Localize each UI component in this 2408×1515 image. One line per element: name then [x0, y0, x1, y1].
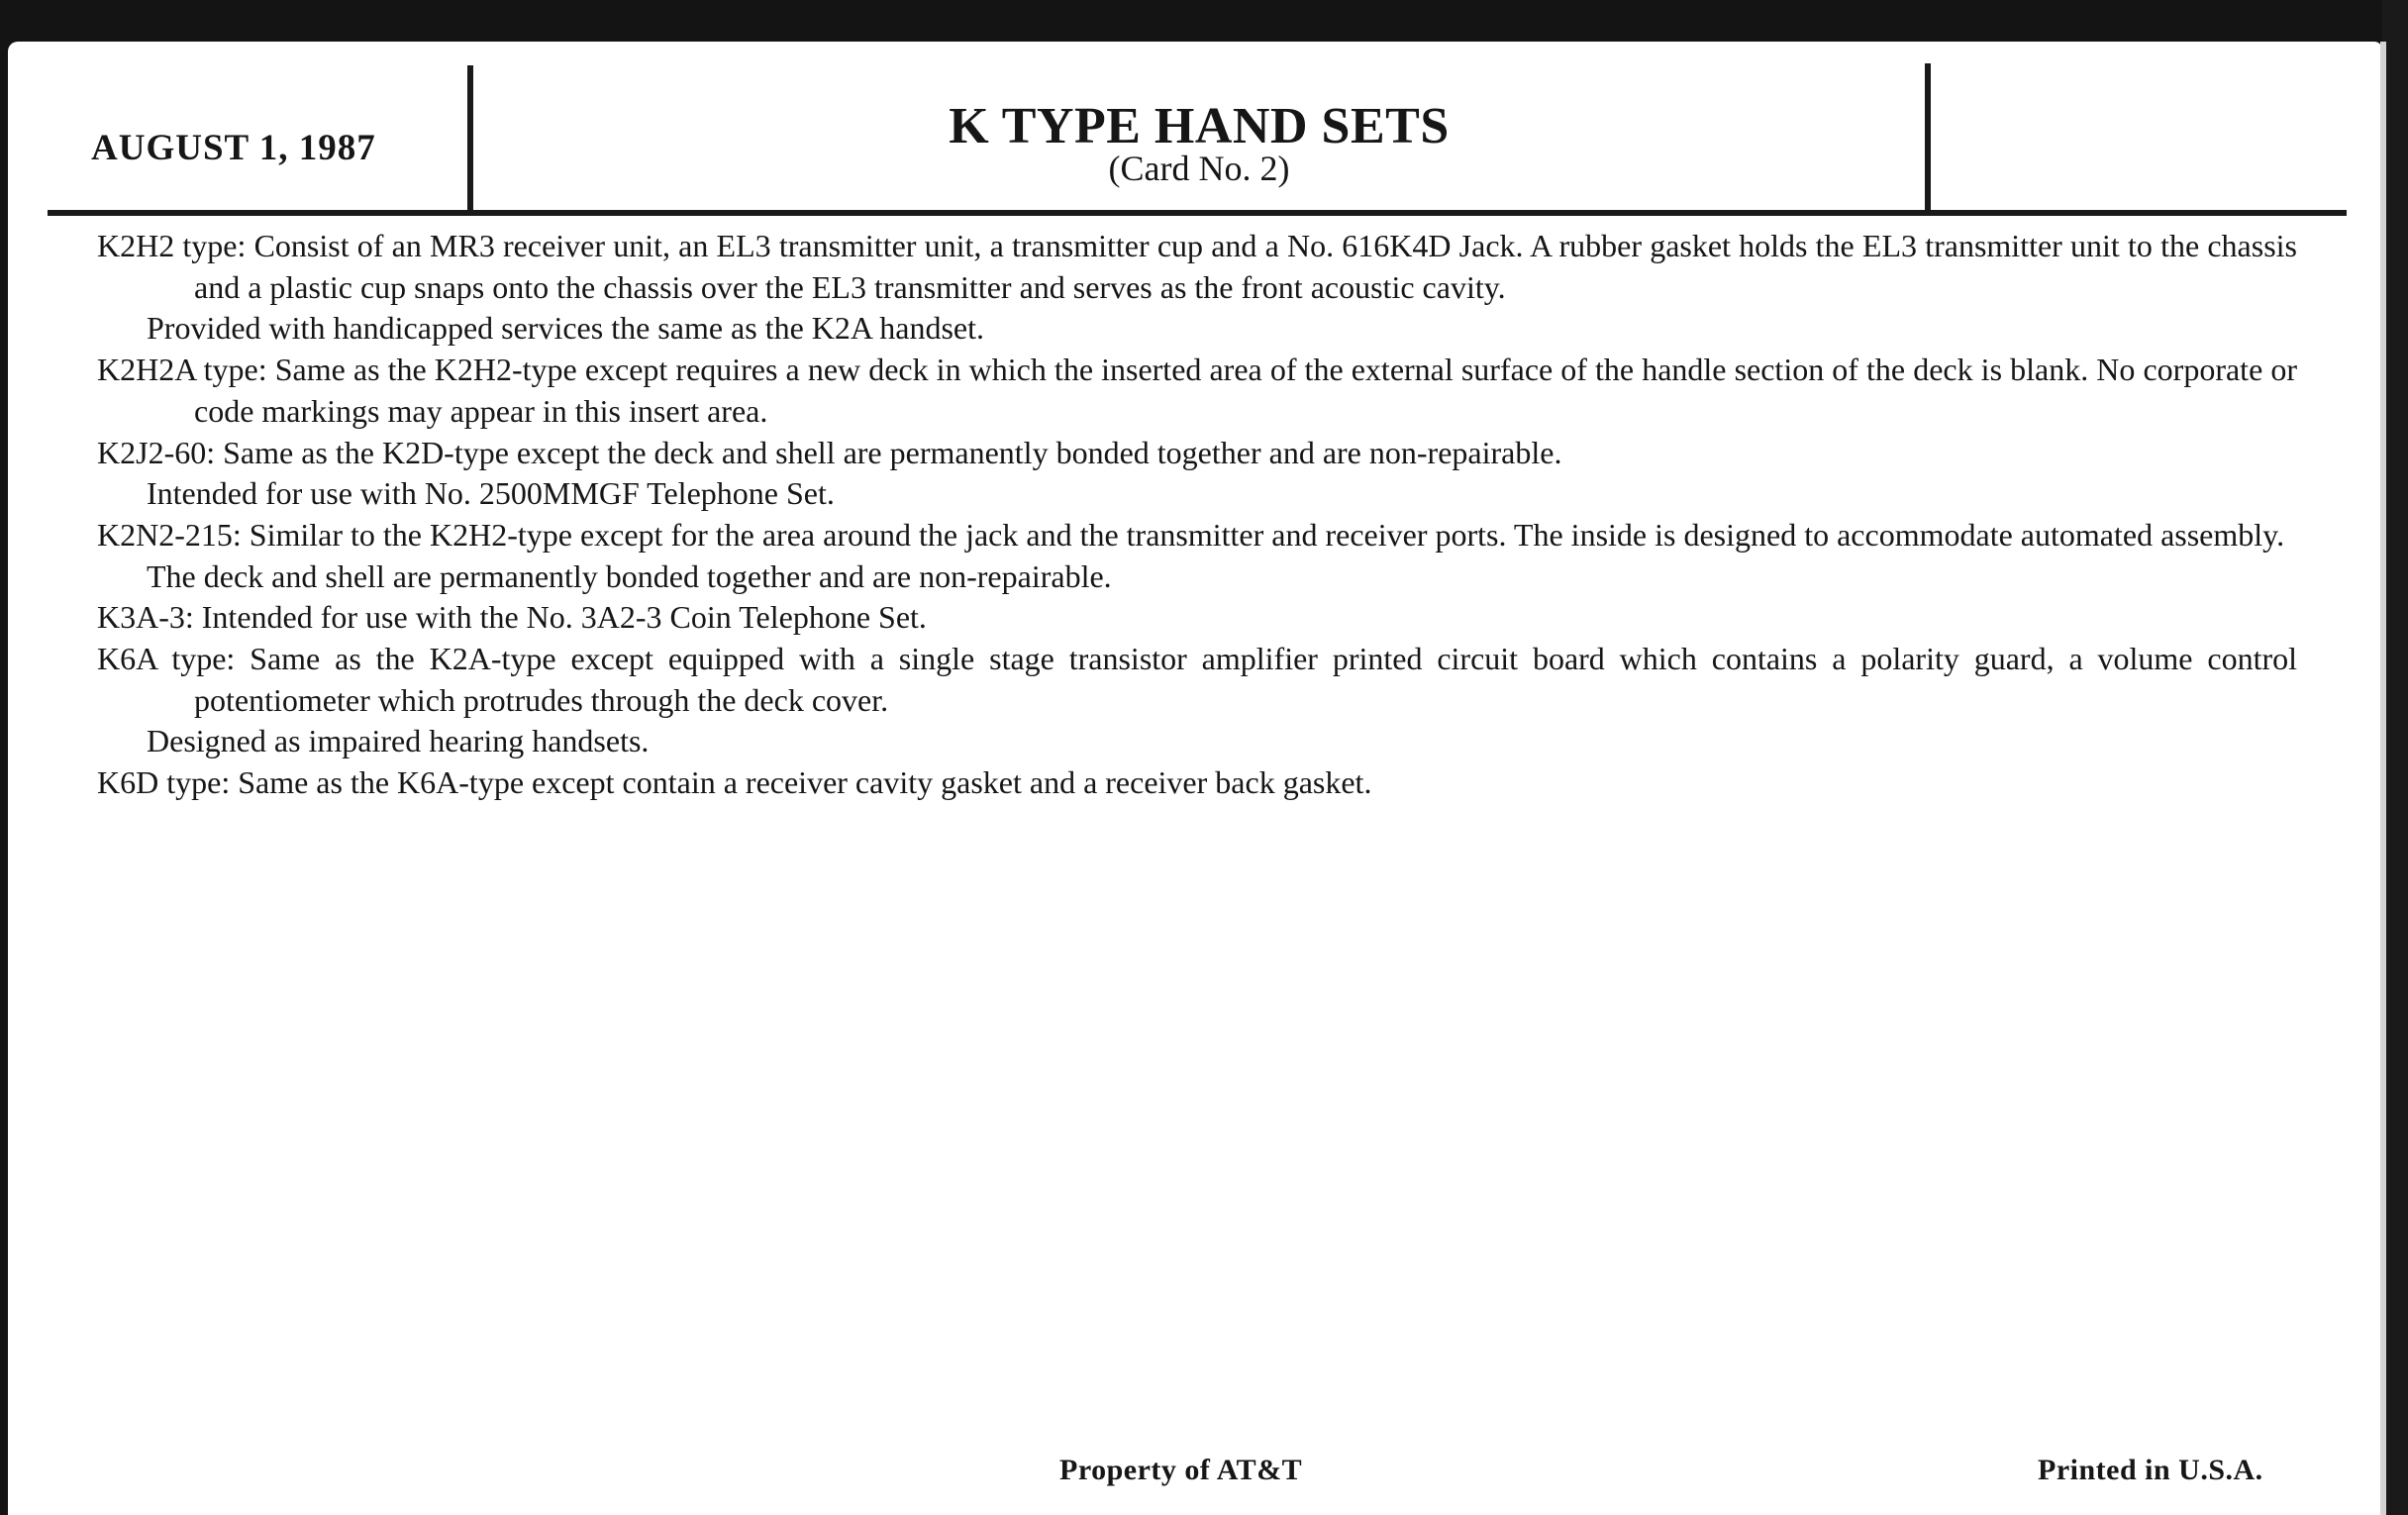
header-rule: [48, 210, 2347, 216]
entry-k2n2-215: K2N2-215: Similar to the K2H2-type except for the area around the jack and the transmitter and receiver ports. The inside is designed to accommodate automated assembly.: [97, 516, 2285, 553]
entry-k6a-note: Designed as impaired hearing handsets.: [147, 723, 650, 759]
footer-property: Property of AT&T: [1059, 1454, 1303, 1486]
entry-k6a: K6A type: Same as the K2A-type except equipped with a single stage transistor amplifier printed circuit board which contains a polarity guard, a volume control potentiometer which protrudes through the deck cover.: [97, 641, 2297, 718]
entry-k2h2: K2H2 type: Consist of an MR3 receiver unit, an EL3 transmitter unit, a transmitter cup and a No. 616K4D Jack. A rubber gasket holds the EL3 transmitter unit to the chassis and a plastic cup snaps onto the chassis over the EL3 transmitter and serves as the front acoustic cavity.: [97, 228, 2297, 305]
entry-k2n2-215-note: The deck and shell are permanently bonded together and are non-repairable.: [147, 557, 1112, 594]
entry-k2h2a: K2H2A type: Same as the K2H2-type except requires a new deck in which the inserted area of the external surface of the handle section of the deck is blank. No corporate or code markings may appear in this insert area.: [97, 352, 2297, 429]
card-subtitle: (Card No. 2): [1108, 149, 1290, 188]
card-date: AUGUST 1, 1987: [91, 128, 376, 168]
footer-printed: Printed in U.S.A.: [2038, 1454, 2263, 1486]
entry-k3a-3: K3A-3: Intended for use with the No. 3A2-3 Coin Telephone Set.: [97, 599, 927, 636]
entry-k2h2-note: Provided with handicapped services the same as the K2A handset.: [147, 310, 984, 347]
entry-k2j2-60-note: Intended for use with No. 2500MMGF Telephone Set.: [147, 475, 835, 512]
card-title: K TYPE HAND SETS: [949, 98, 1450, 154]
header-divider-right: [1925, 63, 1931, 214]
entry-k2j2-60: K2J2-60: Same as the K2D-type except the deck and shell are permanently bonded together and are non-repairable.: [97, 434, 1562, 470]
card-right-edge: [2380, 42, 2386, 1515]
entry-list: [97, 226, 2297, 804]
scan-background-top: [0, 0, 2408, 44]
entry-k6d: K6D type: Same as the K6A-type except contain a receiver cavity gasket and a receiver back gasket.: [97, 764, 1372, 801]
